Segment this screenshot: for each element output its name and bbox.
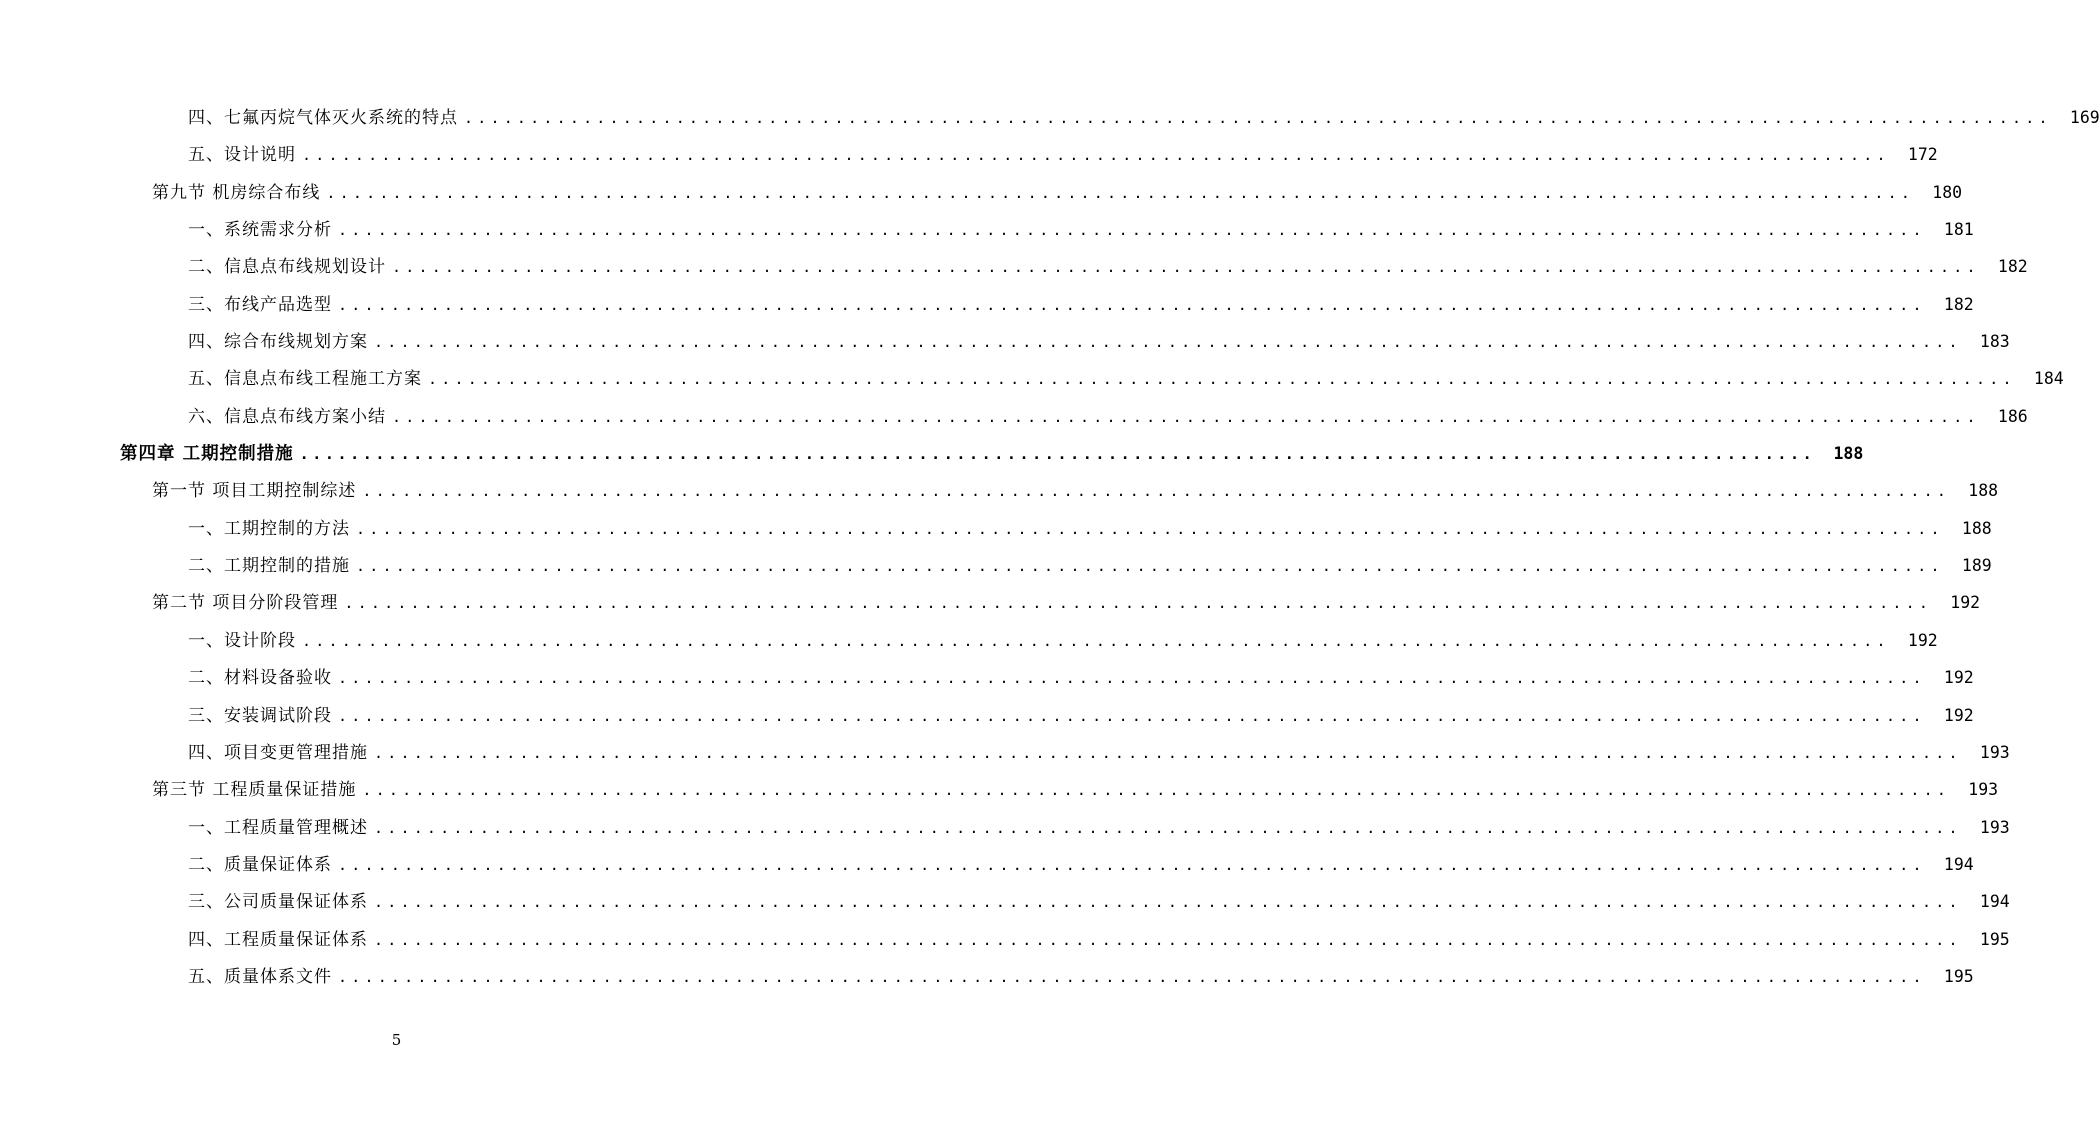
toc-dot-leader: ........................................................................................................................ — [338, 967, 1926, 986]
toc-entry-title: 第四章 工期控制措施 — [120, 444, 294, 465]
toc-entry-page: 169 — [2069, 108, 2100, 127]
toc-entry-page: 183 — [1979, 332, 2010, 352]
toc-entry-item[interactable] — [0, 286, 1974, 323]
toc-entry-title: 五、质量体系文件 — [188, 966, 332, 987]
toc-entry-page: 193 — [1979, 817, 2010, 837]
toc-entry-page: 180 — [1932, 182, 1963, 202]
table-of-contents — [0, 99, 2100, 995]
toc-entry-section[interactable] — [0, 584, 1981, 621]
toc-entry-item[interactable] — [0, 99, 2100, 136]
toc-entry-item[interactable] — [0, 323, 2010, 360]
toc-entry-title: 一、设计阶段 — [188, 630, 296, 651]
toc-entry-title: 第九节 机房综合布线 — [152, 182, 321, 203]
toc-dot-leader: ........................................................................................................................ — [338, 855, 1926, 874]
toc-entry-chapter[interactable] — [0, 435, 1864, 472]
toc-dot-leader: ........................................................................................................................ — [374, 818, 1962, 837]
toc-entry-item[interactable] — [0, 846, 1974, 883]
toc-entry-page: 184 — [2033, 369, 2064, 389]
toc-entry-title: 二、信息点布线规划设计 — [188, 257, 386, 278]
toc-entry-page: 188 — [1961, 518, 1992, 538]
toc-entry-item[interactable] — [0, 622, 1938, 659]
toc-dot-leader: ........................................................................................................................ — [374, 930, 1962, 949]
toc-entry-page: 181 — [1943, 220, 1974, 240]
toc-dot-leader: ........................................................................................................................ — [356, 557, 1944, 576]
toc-entry-title: 一、工期控制的方法 — [188, 518, 350, 539]
toc-entry-title: 三、公司质量保证体系 — [188, 892, 368, 913]
toc-dot-leader: ........................................................................................................................ — [338, 669, 1926, 688]
toc-entry-title: 三、安装调试阶段 — [188, 705, 332, 726]
toc-entry-title: 一、工程质量管理概述 — [188, 817, 368, 838]
toc-entry-title: 二、工期控制的措施 — [188, 556, 350, 577]
toc-entry-title: 五、信息点布线工程施工方案 — [188, 369, 422, 390]
toc-dot-leader: ........................................................................................................................ — [374, 743, 1962, 762]
toc-entry-title: 四、综合布线规划方案 — [188, 332, 368, 353]
toc-entry-section[interactable] — [0, 771, 1999, 808]
toc-entry-item[interactable] — [0, 248, 2028, 285]
toc-entry-page: 192 — [1907, 630, 1938, 650]
toc-dot-leader: ........................................................................................................................ — [302, 146, 1890, 165]
toc-entry-item[interactable] — [0, 734, 2010, 771]
page-number: 5 — [391, 1031, 402, 1049]
toc-entry-item[interactable] — [0, 883, 2010, 920]
toc-entry-title: 二、材料设备验收 — [188, 668, 332, 689]
toc-entry-item[interactable] — [0, 547, 1992, 584]
toc-entry-page: 172 — [1907, 145, 1938, 165]
toc-entry-page: 194 — [1943, 854, 1974, 874]
toc-dot-leader: ........................................................................................................................ — [338, 221, 1926, 240]
toc-entry-page: 192 — [1943, 705, 1974, 725]
toc-entry-page: 188 — [1968, 481, 1999, 501]
toc-entry-section[interactable] — [0, 472, 1999, 509]
toc-dot-leader: ........................................................................................................................ — [344, 594, 1933, 613]
toc-entry-page: 186 — [1997, 406, 2028, 426]
toc-entry-page: 195 — [1979, 929, 2010, 949]
toc-dot-leader: ........................................................................................................................ — [362, 482, 1951, 501]
toc-entry-title: 三、布线产品选型 — [188, 294, 332, 315]
toc-entry-title: 第二节 项目分阶段管理 — [152, 593, 339, 614]
toc-dot-leader: ........................................................................................................................ — [338, 706, 1926, 725]
toc-dot-leader: ........................................................................................................................ — [464, 109, 2052, 127]
toc-entry-title: 二、质量保证体系 — [188, 854, 332, 875]
toc-entry-title: 六、信息点布线方案小结 — [188, 406, 386, 427]
toc-entry-title: 第三节 工程质量保证措施 — [152, 780, 357, 801]
toc-entry-page: 192 — [1950, 593, 1981, 613]
toc-entry-item[interactable] — [0, 136, 1938, 173]
toc-entry-title: 第一节 项目工期控制综述 — [152, 481, 357, 502]
toc-entry-page: 182 — [1943, 294, 1974, 314]
toc-dot-leader: ........................................................................................................................ — [299, 445, 1816, 464]
toc-entry-item[interactable] — [0, 958, 1974, 995]
toc-entry-page: 194 — [1979, 892, 2010, 912]
toc-dot-leader: ........................................................................................................................ — [362, 781, 1951, 800]
toc-entry-item[interactable] — [0, 921, 2010, 958]
toc-entry-page: 188 — [1833, 444, 1864, 464]
toc-dot-leader: ........................................................................................................................ — [356, 519, 1944, 538]
toc-entry-section[interactable] — [0, 174, 1963, 211]
toc-entry-item[interactable] — [0, 659, 1974, 696]
toc-dot-leader: ........................................................................................................................ — [428, 370, 2016, 389]
toc-entry-item[interactable] — [0, 211, 1974, 248]
toc-dot-leader: ........................................................................................................................ — [374, 333, 1962, 352]
toc-entry-item[interactable] — [0, 809, 2010, 846]
toc-entry-page: 195 — [1943, 966, 1974, 986]
toc-dot-leader: ........................................................................................................................ — [374, 893, 1962, 912]
toc-entry-title: 四、项目变更管理措施 — [188, 742, 368, 763]
toc-entry-item[interactable] — [0, 360, 2064, 397]
toc-entry-page: 182 — [1997, 257, 2028, 277]
toc-entry-title: 五、设计说明 — [188, 145, 296, 166]
toc-entry-item[interactable] — [0, 510, 1992, 547]
toc-entry-title: 四、七氟丙烷气体灭火系统的特点 — [188, 108, 458, 128]
toc-entry-page: 193 — [1979, 742, 2010, 762]
toc-entry-item[interactable] — [0, 697, 1974, 734]
toc-entry-page: 193 — [1968, 780, 1999, 800]
toc-entry-title: 一、系统需求分析 — [188, 220, 332, 241]
toc-dot-leader: ........................................................................................................................ — [302, 631, 1890, 650]
toc-dot-leader: ........................................................................................................................ — [326, 183, 1915, 202]
toc-entry-page: 192 — [1943, 668, 1974, 688]
toc-entry-page: 189 — [1961, 556, 1992, 576]
toc-entry-item[interactable] — [0, 398, 2028, 435]
toc-dot-leader: ........................................................................................................................ — [338, 295, 1926, 314]
toc-entry-title: 四、工程质量保证体系 — [188, 929, 368, 950]
toc-dot-leader: ........................................................................................................................ — [392, 407, 1980, 426]
toc-dot-leader: ........................................................................................................................ — [392, 258, 1980, 277]
